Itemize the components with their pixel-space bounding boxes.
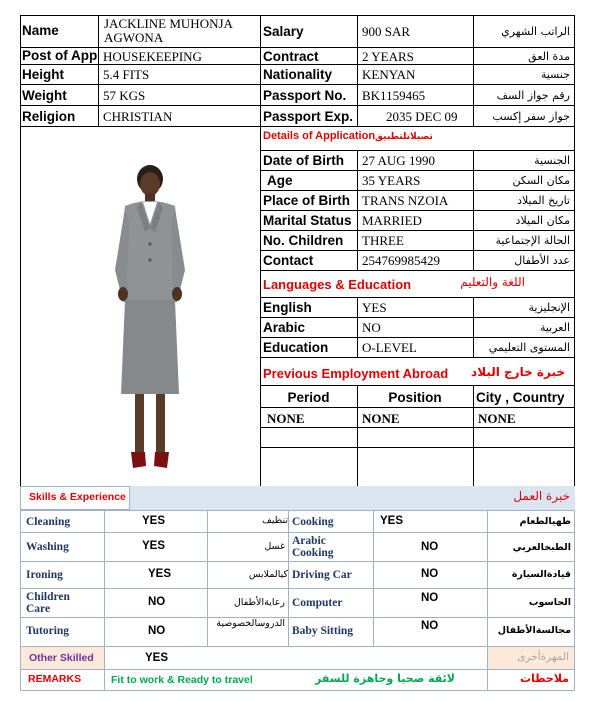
children-ar: الحالة الإجتماعية: [495, 234, 570, 247]
skill-children-care-ar: رعايةالأطفال: [233, 597, 285, 608]
arabic-label: Arabic: [263, 320, 306, 335]
remarks-value: Fit to work & Ready to travel: [111, 674, 253, 686]
skill-children-care-label: Children Care: [26, 591, 70, 616]
education-value: O-LEVEL: [362, 340, 417, 355]
passport-exp-label: Passport Exp.: [263, 109, 354, 124]
other-skilled-value: YES: [145, 652, 169, 664]
marital-ar: مكان الميلاد: [515, 214, 570, 227]
skill-cooking-label: Cooking: [292, 516, 334, 528]
religion-value: CHRISTIAN: [103, 109, 173, 124]
arabic-value: NO: [362, 320, 381, 335]
skill-cleaning-ar: تنظيف: [261, 515, 288, 526]
name-label: Name: [22, 23, 59, 38]
skill-ironing-label: Ironing: [26, 569, 63, 581]
application-heading-ar: تصيلاتلتطبيق: [375, 132, 433, 142]
skill-ironing-value: YES: [148, 568, 172, 580]
other-skilled-ar: المهرةأخرى: [517, 651, 569, 663]
pob-ar: تاريخ الميلاد: [517, 194, 570, 207]
children-label: No. Children: [263, 233, 344, 248]
nationality-value: KENYAN: [362, 67, 416, 82]
nationality-label: Nationality: [263, 67, 333, 82]
age-ar: مكان السكن: [512, 174, 570, 187]
height-value: 5.4 FITS: [103, 67, 150, 82]
post-value: HOUSEKEEPING: [103, 49, 202, 64]
skill-arabic-cooking-ar: الطبخالعربي: [512, 542, 571, 553]
skill-cleaning-label: Cleaning: [26, 516, 71, 528]
city-country-value: NONE: [478, 411, 516, 426]
application-heading: Details of Applicationتصيلاتلتطبيق: [263, 130, 433, 142]
skills-heading-ar: خبرة العمل: [513, 489, 570, 503]
religion-label: Religion: [22, 109, 76, 124]
age-label: Age: [267, 173, 293, 188]
passport-no-label: Passport No.: [263, 88, 347, 103]
salary-label: Salary: [263, 24, 304, 39]
skill-tutoring-label: Tutoring: [26, 625, 70, 637]
english-label: English: [263, 300, 312, 315]
remarks-ar: ملاحظات: [520, 672, 569, 685]
skill-tutoring-value: NO: [148, 625, 166, 637]
height-label: Height: [22, 67, 64, 82]
passport-exp-ar: جواز سفر إكسب: [492, 110, 570, 123]
skill-washing-value: YES: [142, 540, 166, 552]
dob-ar: الجنسية: [534, 154, 570, 167]
skill-ironing-ar: كيالملابس: [248, 569, 288, 580]
marital-value: MARRIED: [362, 213, 422, 228]
contract-value: 2 YEARS: [362, 49, 414, 64]
salary-ar: الراتب الشهري: [501, 25, 570, 38]
skill-arabic-cooking-value: NO: [421, 541, 439, 553]
skill-computer-value: NO: [421, 592, 439, 604]
period-header: Period: [287, 390, 330, 405]
skill-washing-label: Washing: [26, 541, 69, 553]
remarks-label: REMARKS: [28, 673, 82, 685]
contact-value: 254769985429: [362, 253, 440, 268]
passport-no-ar: رقم جواز السف: [496, 89, 570, 102]
skill-arabic-cooking-label: Arabic Cooking: [292, 535, 334, 560]
contact-label: Contact: [263, 253, 314, 268]
arabic-ar: العربية: [539, 321, 570, 334]
education-ar: المستوى التعليمي: [488, 341, 570, 354]
languages-heading: Languages & Education: [263, 277, 412, 292]
skill-driving-label: Driving Car: [292, 569, 352, 581]
city-country-header: City , Country: [476, 390, 565, 405]
position-value: NONE: [362, 411, 400, 426]
pob-label: Place of Birth: [263, 193, 351, 208]
position-header: Position: [388, 390, 442, 405]
pob-value: TRANS NZOIA: [362, 193, 449, 208]
contract-ar: مدة العق: [528, 50, 570, 63]
skill-baby-sitting-ar: مجالسةالأطفال: [497, 625, 571, 636]
candidate-photo: [95, 162, 205, 480]
name-value: JACKLINE MUHONJA AGWONA: [104, 16, 233, 45]
children-value: THREE: [362, 233, 404, 248]
skills-heading: Skills & Experience: [29, 491, 126, 503]
weight-label: Weight: [22, 88, 67, 103]
passport-no-value: BK1159465: [362, 88, 426, 103]
skill-driving-ar: قيادةالسيارة: [511, 569, 571, 580]
contract-label: Contract: [263, 49, 319, 64]
nationality-ar: جنسية: [540, 68, 570, 81]
age-value: 35 YEARS: [362, 173, 421, 188]
english-value: YES: [362, 300, 387, 315]
marital-label: Marital Status: [263, 213, 352, 228]
skill-washing-ar: غسل: [264, 541, 285, 552]
skill-computer-ar: الحاسوب: [528, 597, 571, 608]
dob-label: Date of Birth: [263, 153, 344, 168]
dob-value: 27 AUG 1990: [362, 153, 435, 168]
employment-heading: Previous Employment Abroad: [263, 366, 449, 381]
post-label: Post of App: [22, 48, 98, 63]
languages-heading-ar: اللغة والتعليم: [460, 275, 525, 289]
period-value: NONE: [267, 411, 305, 426]
passport-exp-value: 2035 DEC 09: [386, 109, 458, 124]
skill-cleaning-value: YES: [142, 515, 166, 527]
skill-baby-sitting-label: Baby Sitting: [292, 625, 354, 637]
skill-baby-sitting-value: NO: [421, 620, 439, 632]
skill-tutoring-ar: الدروسالخصوصية: [216, 618, 285, 629]
employment-heading-ar: خبرة خارج البلاد: [471, 365, 565, 379]
skill-children-care-value: NO: [148, 596, 166, 608]
skill-driving-value: NO: [421, 568, 439, 580]
contact-ar: عدد الأطفال: [514, 254, 570, 267]
other-skilled-label: Other Skilled: [29, 652, 94, 664]
skill-cooking-ar: طهيالطعام: [519, 516, 571, 527]
education-label: Education: [263, 340, 329, 355]
english-ar: الإنجليزية: [528, 301, 570, 314]
remarks-value-ar: لائقة صحيا وجاهزة للسفر: [314, 672, 455, 685]
skill-computer-label: Computer: [292, 597, 343, 609]
weight-value: 57 KGS: [103, 88, 146, 103]
skill-cooking-value: YES: [380, 515, 404, 527]
salary-value: 900 SAR: [362, 24, 411, 39]
